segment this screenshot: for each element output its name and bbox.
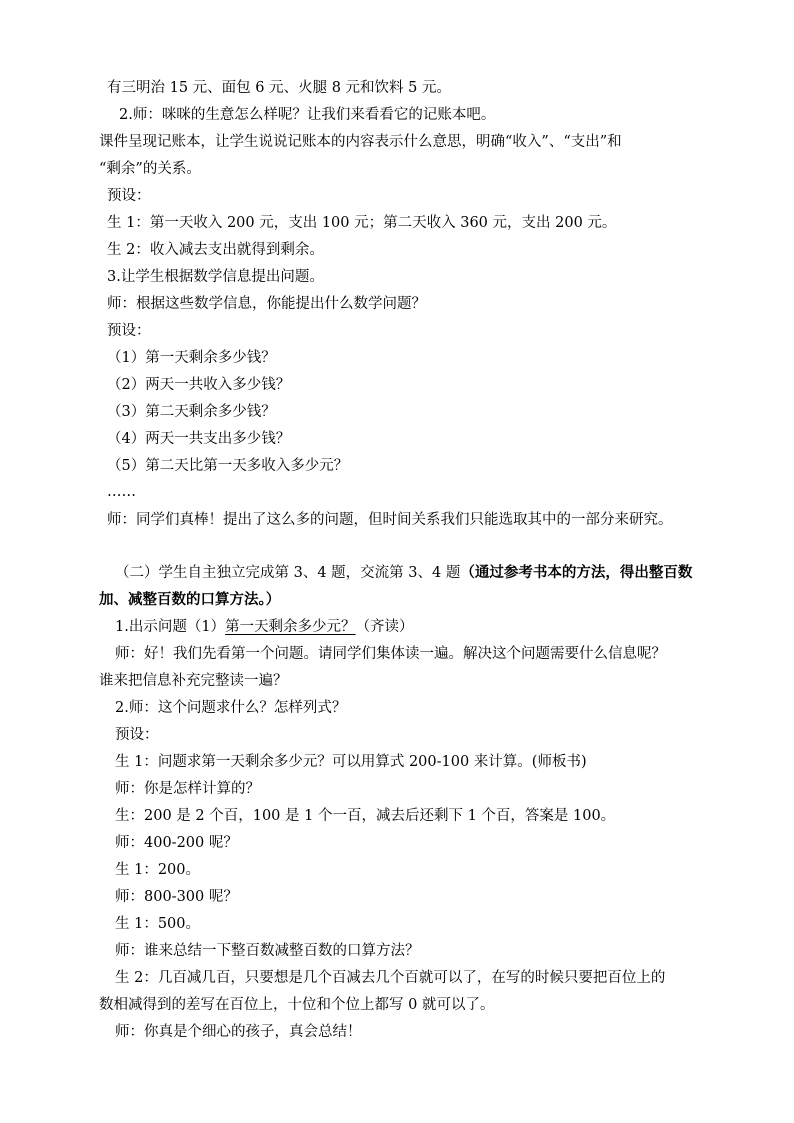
text-line: 课件呈现记账本，让学生说说记账本的内容表示什么意思，明确“收入”、“支出”和 <box>99 134 622 150</box>
list-item: （4）两天一共支出多少钱？ <box>107 431 291 447</box>
text-line: 生 2：几百减几百，只要想是几个百减去几个百就可以了，在写的时候只要把百位上的 <box>115 970 666 986</box>
text-line: 师：根据这些数学信息，你能提出什么数学问题？ <box>107 296 426 312</box>
text-line: 2.师：咪咪的生意怎么样呢？让我们来看看它的记账本吧。 <box>119 107 496 123</box>
text-line <box>115 617 414 637</box>
list-item: （3）第二天剩余多少钱？ <box>107 404 276 420</box>
text-line: 生 1：第一天收入 200 元，支出 100 元；第二天收入 360 元，支出 200 元。 <box>107 215 617 231</box>
text-line: 生 1：200。 <box>115 862 201 878</box>
list-item: （2）两天一共收入多少钱？ <box>107 377 291 393</box>
text-line: 有三明治 15 元、面包 6 元、火腿 8 元和饮料 5 元。 <box>107 80 451 96</box>
text-line: 数相减得到的差写在百位上，十位和个位上都写 0 就可以了。 <box>99 997 495 1013</box>
text-line: 预设： <box>115 727 159 743</box>
list-item: （5）第二天比第一天多收入多少元？ <box>107 458 349 474</box>
text-line: 预设： <box>107 188 151 204</box>
text-line: 师：800-300 呢？ <box>115 889 238 905</box>
text-line: …… <box>107 484 136 500</box>
text-segment: （齐读） <box>355 619 414 635</box>
text-line: 谁来把信息补充完整读一遍？ <box>99 673 288 689</box>
underlined-question: 第一天剩余多少元？ <box>225 619 356 635</box>
section-heading-bold: （通过参考书本的方法，得出整百数 <box>460 564 693 581</box>
text-line: 生 1：问题求第一天剩余多少元？可以用算式 200-100 来计算。(师板书) <box>115 754 587 770</box>
text-line: 师：你是怎样计算的？ <box>115 781 260 797</box>
text-segment: 1.出示问题（1） <box>115 619 226 635</box>
text-line: 预设： <box>107 323 151 339</box>
text-line: 生 2：收入减去支出就得到剩余。 <box>107 242 324 258</box>
section-heading <box>115 563 692 583</box>
text-line: 2.师：这个问题求什么？怎样列式？ <box>115 700 347 716</box>
text-line: 生：200 是 2 个百，100 是 1 个一百，减去后还剩下 1 个百，答案是 100。 <box>115 808 616 824</box>
text-line: 师：谁来总结一下整百数减整百数的口算方法？ <box>115 943 420 959</box>
section-heading-cont: 加、减整百数的口算方法。） <box>99 591 281 608</box>
text-line: 师：400-200 呢？ <box>115 835 238 851</box>
text-line: 师：好！我们先看第一个问题。请同学们集体读一遍。解决这个问题需要什么信息呢？ <box>115 646 666 662</box>
text-line: 生 1：500。 <box>115 916 201 932</box>
section-heading-text: （二）学生自主独立完成第 3、4 题，交流第 3、4 题 <box>115 565 461 581</box>
text-line: 师：你真是个细心的孩子，真会总结！ <box>115 1024 362 1040</box>
text-line: “剩余”的关系。 <box>99 161 201 177</box>
text-line: 师：同学们真棒！提出了这么多的问题，但时间关系我们只能选取其中的一部分来研究。 <box>107 512 673 528</box>
list-item: （1）第一天剩余多少钱？ <box>107 350 276 366</box>
text-line: 3.让学生根据数学信息提出问题。 <box>107 269 324 285</box>
